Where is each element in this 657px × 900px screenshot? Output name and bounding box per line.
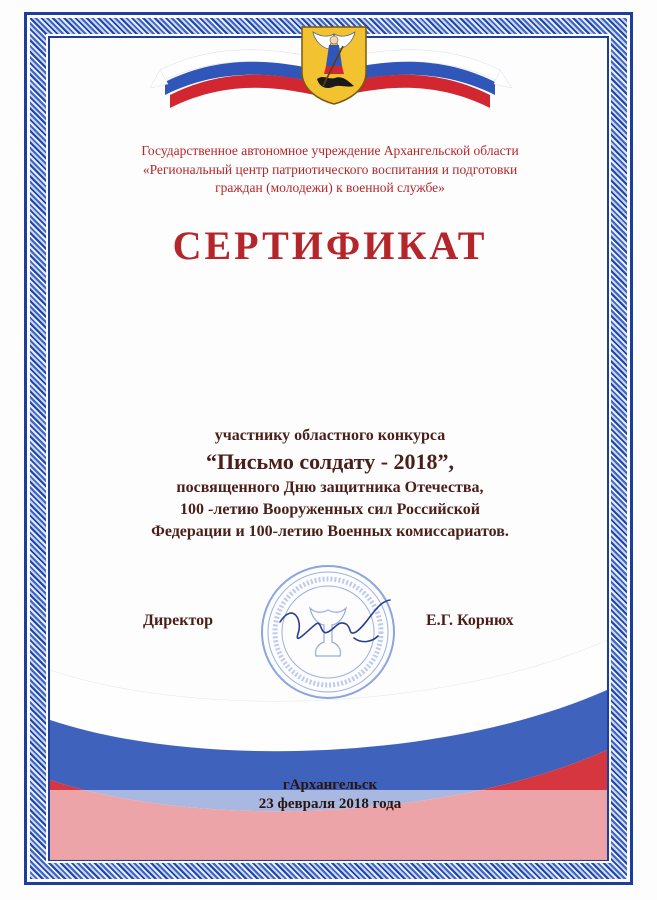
official-stamp-icon [258,562,398,702]
certificate-body [60,425,600,543]
certificate-title: СЕРТИФИКАТ [172,223,488,268]
dedication-line-3: Федерации и 100-летию Военных комиссариатов. [151,523,509,540]
organization-line-2: «Региональный центр патриотического воспитания и подготовки [142,161,518,177]
recipient-line: участнику областного конкурса [214,427,446,444]
contest-name: “Письмо солдату - 2018”, [205,449,455,474]
issue-date: 23 февраля 2018 года [258,796,402,812]
director-position-label: Директор [143,612,213,629]
arkhangelsk-emblem-icon [299,24,369,106]
organization-line-1: Государственное автономное учреждение Архангельской области [141,143,519,158]
director-name: Е.Г. Корнюх [426,612,514,629]
dedication-line-2: 100 -летию Вооруженных сил Российской [180,501,480,518]
issue-city: гАрхангельск [282,777,378,793]
dedication-line-1: посвященного Дню защитника Отечества, [176,479,484,496]
organization-line-3: граждан (молодежи) к военной службе» [215,180,445,195]
organization-header [90,142,570,198]
